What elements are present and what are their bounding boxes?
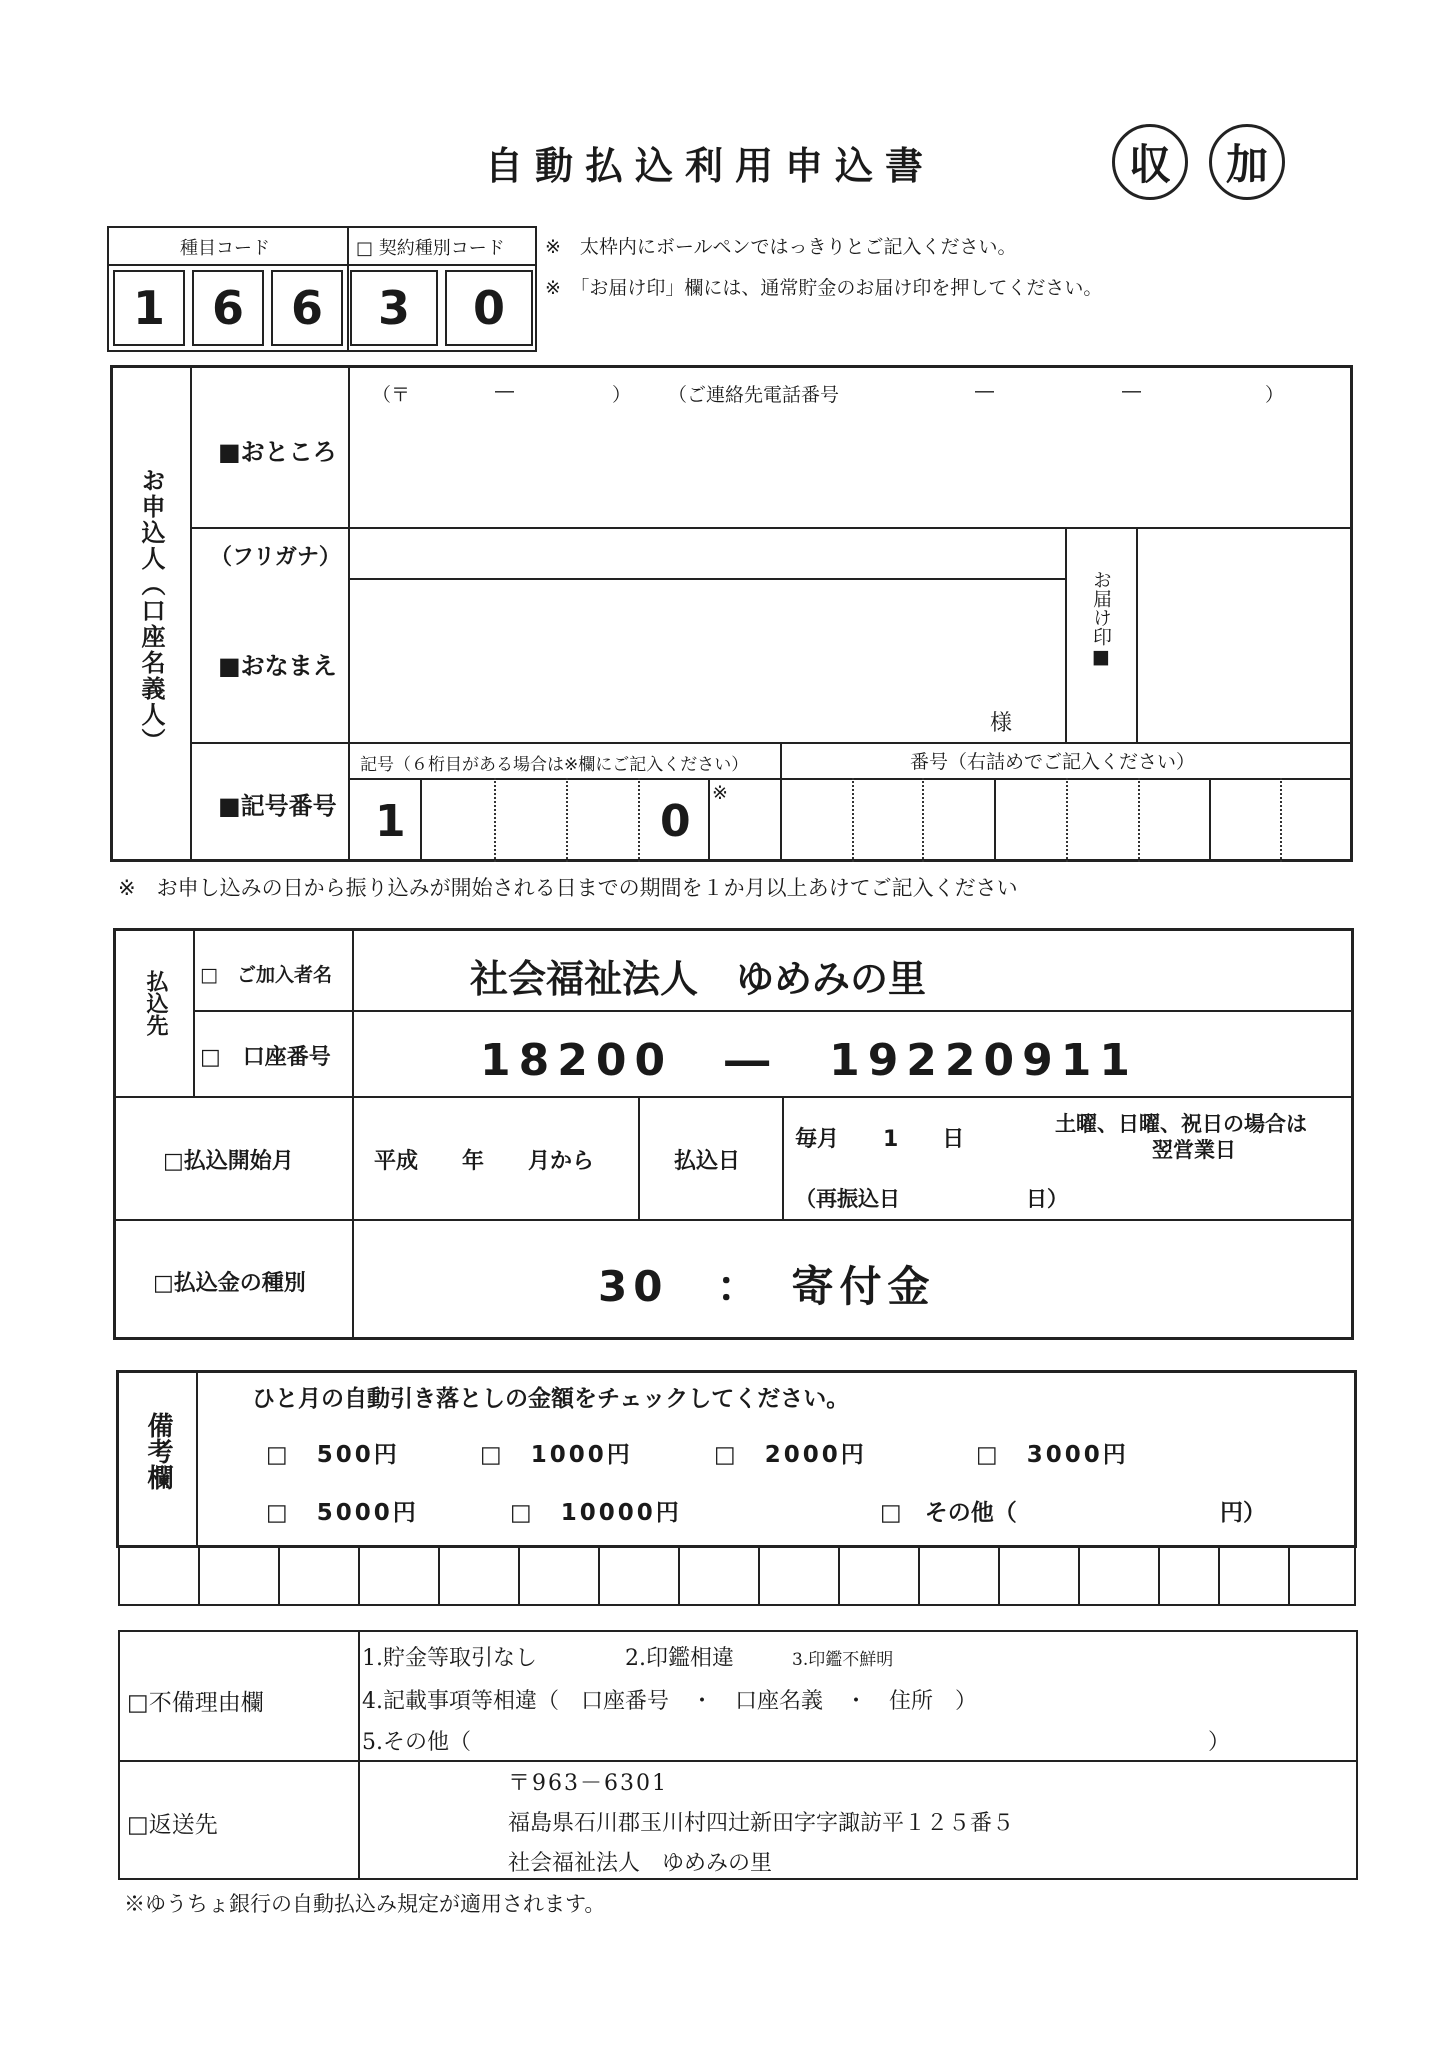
subscriber-value: 社会福祉法人 ゆめみの里 <box>470 957 927 1001</box>
code-digit-4: 3 <box>350 270 438 346</box>
start-month-value[interactable]: 平成 年 月から <box>374 1149 595 1174</box>
instruction-1: ※ 太枠内にボールペンではっきりとご記入ください。 <box>545 236 1017 258</box>
number-header: 番号（右詰めでご記入ください） <box>910 751 1196 773</box>
phone-suffix: ） <box>1265 384 1285 406</box>
option-1000[interactable]: □ 1000円 <box>480 1442 633 1468</box>
phone-dash-2: ― <box>1122 380 1141 402</box>
option-5000[interactable]: □ 5000円 <box>266 1500 419 1526</box>
symbol-header: 記号（６桁目がある場合は※欄にご記入ください） <box>360 755 749 775</box>
return-postal: 〒963－6301 <box>508 1771 668 1796</box>
option-2000[interactable]: □ 2000円 <box>714 1442 867 1468</box>
return-name: 社会福祉法人 ゆめみの里 <box>508 1851 773 1876</box>
return-address: 福島県石川郡玉川村四辻新田字字諏訪平１２５番５ <box>508 1811 1015 1836</box>
phone-dash-1: ― <box>975 380 994 402</box>
phone-label: （ご連絡先電話番号 <box>668 384 840 406</box>
option-500[interactable]: □ 500円 <box>266 1442 400 1468</box>
footer-note: ※ゆうちょ銀行の自動払込み規定が適用されます。 <box>124 1892 606 1916</box>
seal-label: お届け印■ <box>1090 570 1112 668</box>
seal-field[interactable] <box>1140 530 1350 740</box>
deficiency-item-5-close: ） <box>1208 1730 1231 1755</box>
applicant-side-label: お申込人（口座名義人） <box>137 468 165 754</box>
option-other[interactable]: □ その他（ <box>880 1500 1017 1526</box>
name-label: ■おなまえ <box>218 652 337 680</box>
retry-day[interactable]: （再振込日 日） <box>795 1187 1068 1211</box>
address-label: ■おところ <box>218 438 337 466</box>
stamp-added-label: 加 <box>1225 140 1268 189</box>
stamp-received <box>1112 124 1188 200</box>
remarks-grid <box>118 1548 1356 1606</box>
payment-type-label: □払込金の種別 <box>153 1271 306 1296</box>
symbol-asterisk: ※ <box>712 782 728 804</box>
option-10000[interactable]: □ 10000円 <box>510 1500 682 1526</box>
pay-day-value: 毎月 1 日 <box>795 1127 965 1152</box>
symbol-digit-last: 0 <box>660 796 691 847</box>
deficiency-label: □不備理由欄 <box>127 1690 264 1716</box>
account-number-value: 18200 ― 19220911 <box>480 1035 1138 1086</box>
deficiency-item-2: 2.印鑑相違 <box>625 1646 734 1671</box>
deficiency-item-3: 3.印鑑不鮮明 <box>792 1650 894 1670</box>
postal-suffix: ） <box>612 384 632 406</box>
type-code-label: 種目コード <box>180 238 270 259</box>
furigana-field[interactable] <box>352 530 1062 576</box>
stamp-added <box>1209 124 1285 200</box>
symbol-input[interactable] <box>352 782 777 858</box>
contract-code-label: □ 契約種別コード <box>356 238 505 259</box>
symbol-digit-first: 1 <box>375 796 406 847</box>
office-use-section <box>118 1630 1358 1880</box>
code-digit-5: 0 <box>445 270 533 346</box>
stamp-received-label: 収 <box>1128 140 1171 189</box>
payee-side-label: 払込先 <box>143 970 168 1036</box>
postal-dash: ― <box>495 380 514 402</box>
code-digit-1: 1 <box>113 270 185 346</box>
deficiency-item-5: 5.その他（ <box>362 1730 471 1755</box>
pay-day-label: 払込日 <box>674 1149 741 1174</box>
account-symbol-label: ■記号番号 <box>218 792 337 820</box>
option-3000[interactable]: □ 3000円 <box>976 1442 1129 1468</box>
postal-prefix: （〒 <box>372 384 411 406</box>
period-note: ※ お申し込みの日から振り込みが開始される日までの期間を１か月以上あけてご記入ください <box>118 876 1018 900</box>
instruction-2: ※ 「お届け印」欄には、通常貯金のお届け印を押してください。 <box>545 277 1103 299</box>
page-title: 自動払込利用申込書 <box>485 144 936 188</box>
address-field[interactable] <box>352 410 1347 522</box>
payment-type-value: 30 ： 寄付金 <box>598 1262 936 1311</box>
holiday-note-line2: 翌営業日 <box>1152 1138 1236 1162</box>
honorific: 様 <box>990 711 1013 736</box>
name-field[interactable] <box>352 582 992 738</box>
furigana-label: （フリガナ） <box>210 545 341 570</box>
return-label: □返送先 <box>127 1812 218 1838</box>
remarks-instruction: ひと月の自動引き落としの金額をチェックしてください。 <box>252 1386 850 1412</box>
deficiency-item-1: 1.貯金等取引なし <box>362 1646 537 1671</box>
code-digit-3: 6 <box>271 270 343 346</box>
number-input[interactable] <box>784 782 1349 858</box>
remarks-side-label: 備考欄 <box>143 1412 173 1490</box>
deficiency-item-4: 4.記載事項等相違（ 口座番号 ・ 口座名義 ・ 住所 ） <box>362 1689 977 1714</box>
subscriber-label: □ ご加入者名 <box>200 964 332 986</box>
holiday-note-line1: 土曜、日曜、祝日の場合は <box>1055 1112 1307 1136</box>
code-digit-2: 6 <box>192 270 264 346</box>
start-month-label: □払込開始月 <box>163 1149 294 1174</box>
option-other-suffix: 円） <box>1220 1500 1266 1526</box>
account-number-label: □ 口座番号 <box>200 1045 331 1070</box>
